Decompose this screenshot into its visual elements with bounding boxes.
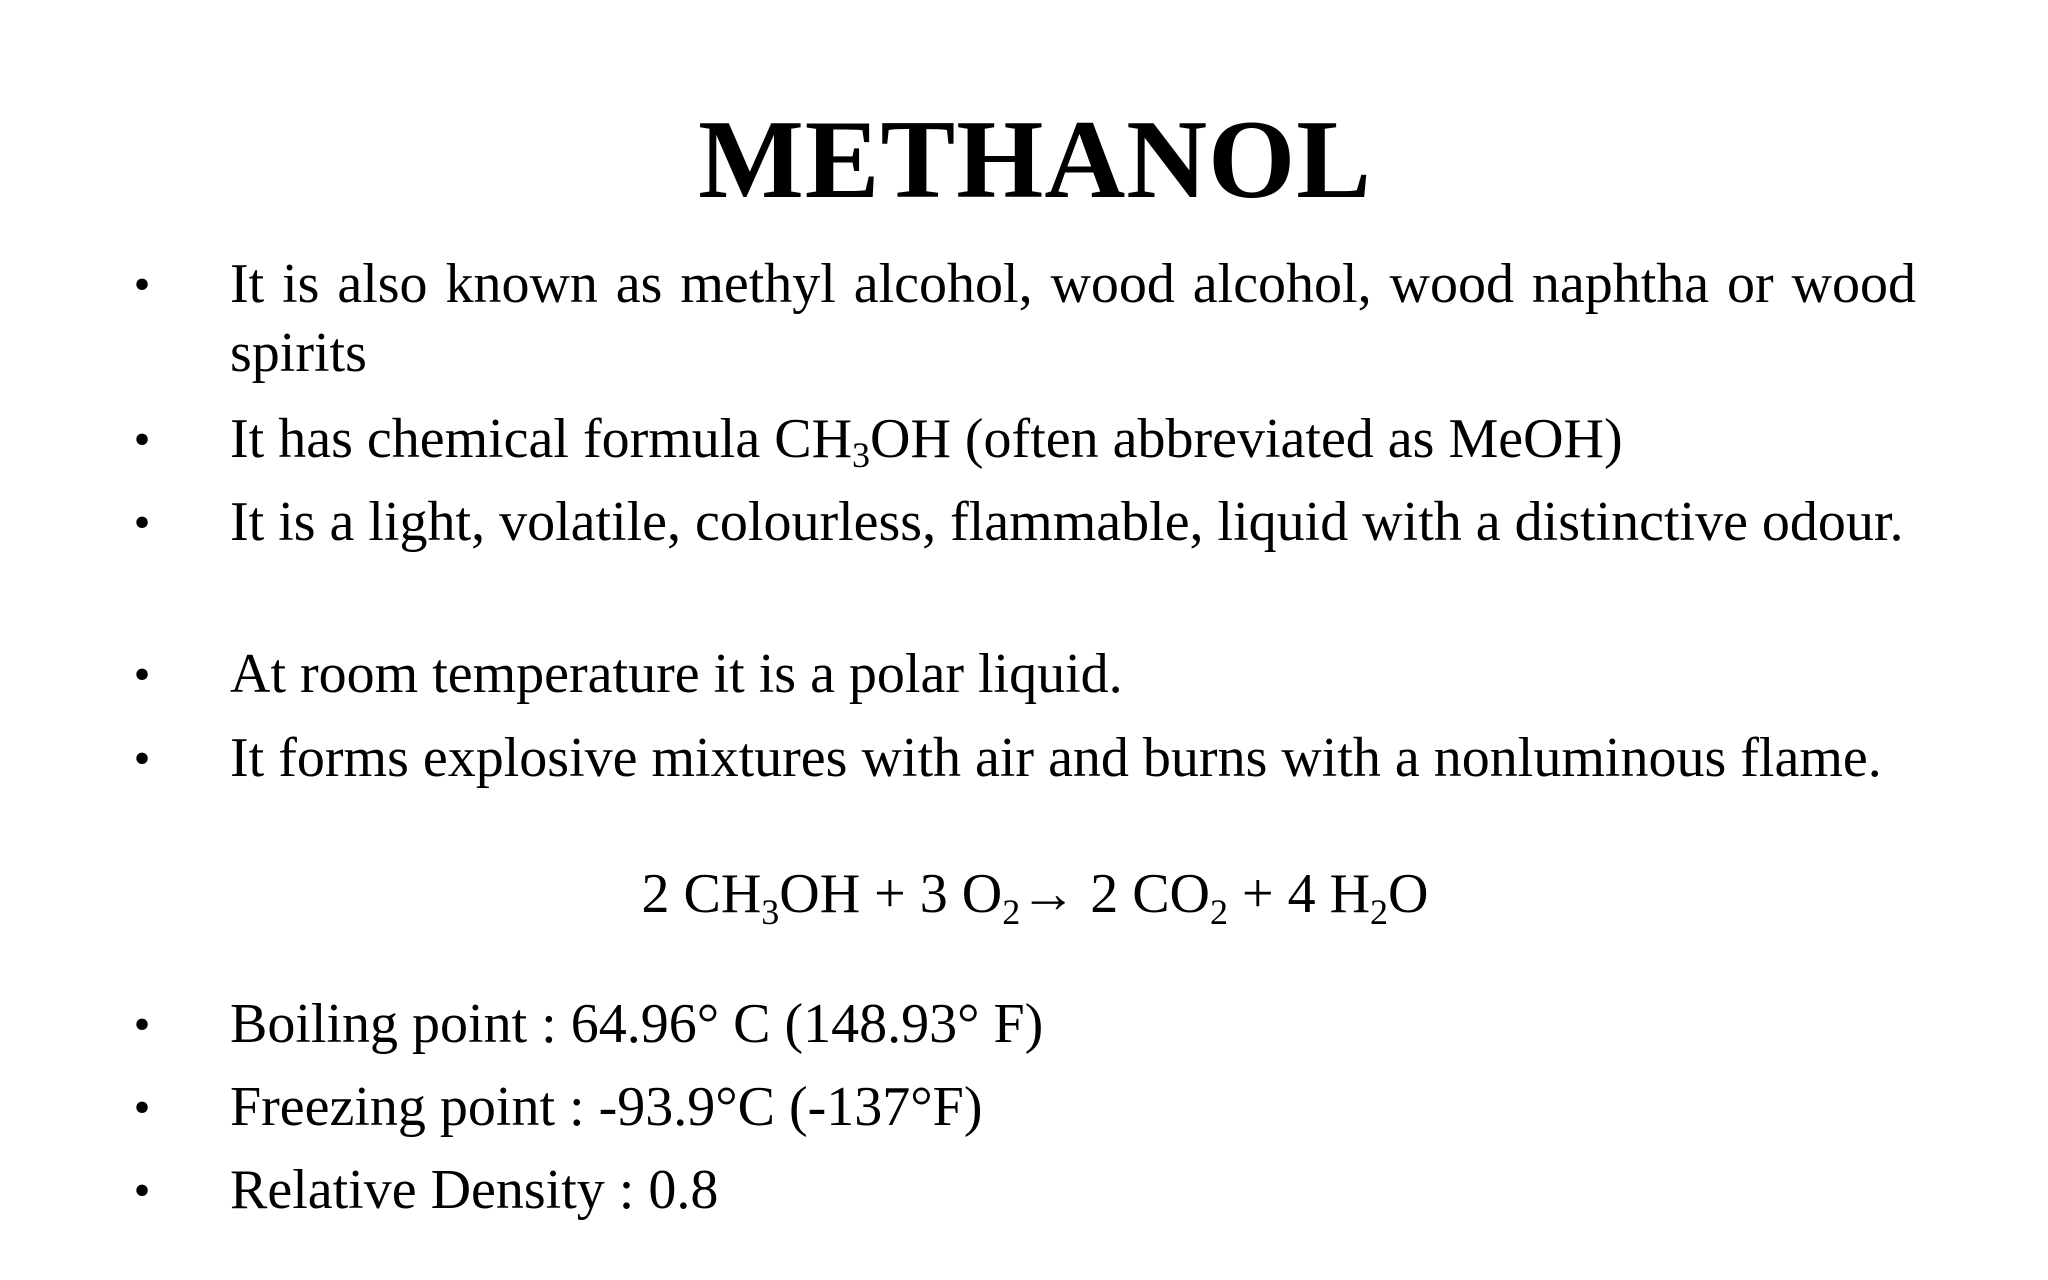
bullet-icon: • [133,998,151,1051]
equation-subscript: 3 [761,892,780,932]
bullet-text-formula [230,408,1623,475]
equation-part: 2 CH [641,863,762,925]
combustion-equation [0,860,2048,932]
formula-suffix: OH (often abbreviated as MeOH) [870,408,1623,470]
bullet-icon: • [133,648,151,701]
bullet-item [133,990,1916,1059]
equation-part: → 2 CO [1020,863,1210,925]
bullet-text-density: Relative Density : 0.8 [230,1159,719,1221]
equation-part: OH + 3 O [779,863,1003,925]
bullet-icon: • [133,732,151,785]
formula-prefix: It has chemical formula CH [230,408,853,470]
bullet-icon: • [133,496,151,549]
bullet-item [133,1073,1916,1142]
bullet-text-freezing-point: Freezing point : -93.9°C (-137°F) [230,1076,983,1138]
bullet-text-polar: At room temperature it is a polar liquid. [230,643,1123,705]
bullet-item [133,250,1916,388]
bullet-item [133,640,1916,709]
equation-subscript: 2 [1210,892,1228,932]
bullet-text-properties: It is a light, volatile, colourless, flammable, liquid with a distinctive odour. [230,491,1904,553]
equation-subscript: 2 [1002,892,1021,932]
bullet-text-combustion: It forms explosive mixtures with air and burns with a nonluminous flame. [230,727,1882,789]
slide-title: METHANOL [698,98,1372,222]
bullet-icon: • [133,1081,151,1134]
bullet-icon: • [133,413,151,466]
bullet-text-aliases: It is also known as methyl alcohol, wood alcohol, wood naphtha or wood spirits [230,253,1916,384]
bullet-item [133,724,1916,793]
bullet-item [133,405,1916,475]
formula-subscript: 3 [852,435,871,475]
bullet-text-boiling-point: Boiling point : 64.96° C (148.93° F) [230,993,1044,1055]
equation-subscript: 2 [1370,892,1389,932]
bullet-item [133,488,1916,557]
bullet-icon: • [133,258,151,311]
bullet-item [133,1156,1916,1225]
equation-part: O [1388,863,1429,925]
equation-part: + 4 H [1228,863,1371,925]
bullet-icon: • [133,1164,151,1217]
